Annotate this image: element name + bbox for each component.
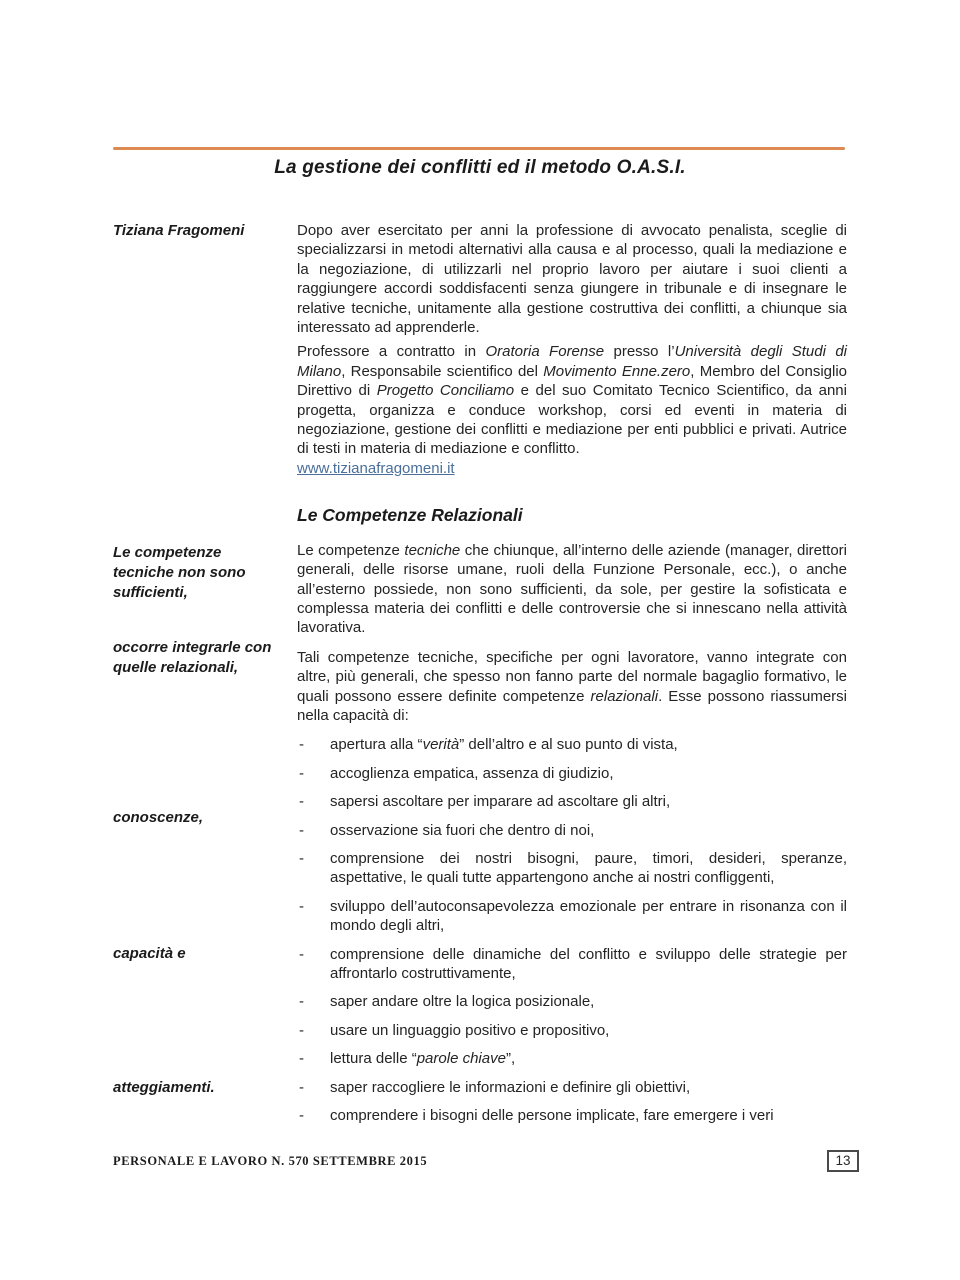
bullet-item [297, 1021, 847, 1040]
bullet-dash: - [299, 1021, 304, 1039]
bullet-dash: - [299, 821, 304, 839]
margin-note-3: conoscenze, [113, 809, 204, 826]
website-link-line [297, 459, 847, 478]
bullet-item [297, 897, 847, 936]
bullet-item [297, 735, 847, 754]
margin-note-2: occorre integrarle con quelle relazionali, [113, 639, 272, 676]
bullet-text: sapersi ascoltare per imparare ad ascoltare gli altri, [330, 793, 671, 811]
competency-bullet-list [297, 735, 847, 1125]
bullet-text: sviluppo dell’autoconsapevolezza emozionale per entrare in risonanza con il mondo degli altri, [330, 897, 847, 935]
section-paragraph-1: Le competenze tecniche che chiunque, all’interno delle aziende (manager, direttori generali, delle risorse umane, ruoli della Funzione Personale, ecc.), o anche all’esterno possiede, non sono sufficienti, da sole, per gestire la sofisticata e complessa materia dei conflitti e delle controversie che si innescano nella attività lavorativa. [297, 541, 847, 637]
bullet-text: comprendere i bisogni delle persone implicate, fare emergere i veri [330, 1107, 774, 1125]
bullet-text: comprensione dei nostri bisogni, paure, timori, desideri, speranze, aspettative, le quali tutte appartengono anche ai nostri confliggenti, [330, 849, 847, 887]
bullet-text: apertura alla “verità” dell’altro e al suo punto di vista, [330, 736, 678, 754]
bullet-item [297, 792, 847, 811]
bullet-text: usare un linguaggio positivo e propositivo, [330, 1021, 610, 1039]
margin-note-1: Le competenze tecniche non sono sufficienti, [113, 544, 246, 601]
bullet-text: lettura delle “parole chiave”, [330, 1050, 516, 1068]
page-number-badge: 13 [827, 1150, 859, 1172]
accent-rule [113, 147, 845, 150]
bullet-dash: - [299, 897, 304, 915]
margin-note-author: Tiziana Fragomeni [113, 222, 245, 239]
bullet-item [297, 821, 847, 840]
bullet-text: saper raccogliere le informazioni e definire gli obiettivi, [330, 1078, 691, 1096]
section-paragraph-2: Tali competenze tecniche, specifiche per ogni lavoratore, vanno integrate con altre, più generali, che spesso non fanno parte del normale bagaglio formativo, le quali possono essere definite competenze relazionali. Esse possono riassumersi nella capacità di: [297, 648, 847, 724]
bullet-dash: - [299, 945, 304, 963]
bullet-dash: - [299, 1078, 304, 1096]
bio-paragraph-2: Professore a contratto in Oratoria Forense presso l’Università degli Studi di Milano, Responsabile scientifico del Movimento Enne.zero, Membro del Consiglio Direttivo di Progetto Conciliamo e del suo Comitato Tecnico Scientifico, da anni progetta, organizza e conduce workshop, corsi ed eventi in materia di negoziazione, gestione dei conflitti e mediazione per enti pubblici e privati. Autrice di testi in materia di mediazione e conflitto. [297, 343, 848, 458]
bullet-dash: - [299, 793, 304, 811]
bullet-item [297, 1049, 847, 1068]
bullet-item [297, 1078, 847, 1097]
bullet-text: osservazione sia fuori che dentro di noi, [330, 821, 595, 839]
bullet-item [297, 945, 847, 984]
footer-journal-title: PERSONALE E LAVORO N. 570 SETTEMBRE 2015 [113, 1154, 428, 1168]
bullet-text: saper andare oltre la logica posizionale, [330, 993, 595, 1011]
margin-note-5: atteggiamenti. [113, 1079, 215, 1096]
margin-note-4: capacità e [113, 945, 186, 962]
bullet-dash: - [299, 764, 304, 782]
bio-paragraph-1: Dopo aver esercitato per anni la professione di avvocato penalista, sceglie di specializzarsi in metodi alternativi alla causa e al processo, quali la mediazione e la negoziazione, di utilizzarli nel proprio lavoro per aiutare i suoi clienti a raggiungere accordi soddisfacenti senza giungere in tribunale e di insegnare le relative tecniche, unitamente alla gestione costruttiva dei conflitti, a chiunque sia interessato ad apprenderle. [297, 222, 847, 337]
bullet-dash: - [299, 993, 304, 1011]
bullet-item [297, 764, 847, 783]
bullet-item [297, 1106, 847, 1125]
article-title: La gestione dei conflitti ed il metodo O.A.S.I. [274, 157, 686, 178]
bullet-text: accoglienza empatica, assenza di giudizio, [330, 764, 614, 782]
bullet-dash: - [299, 1107, 304, 1125]
section-heading: Le Competenze Relazionali [297, 505, 523, 526]
bullet-text: comprensione delle dinamiche del conflitto e sviluppo delle strategie per affrontarlo costruttivamente, [330, 945, 847, 982]
bullet-item [297, 849, 847, 888]
bullet-dash: - [299, 736, 304, 754]
bullet-item [297, 992, 847, 1011]
bullet-dash: - [299, 849, 304, 867]
website-link[interactable]: www.tizianafragomeni.it [297, 459, 455, 477]
bullet-dash: - [299, 1050, 304, 1068]
article-body [297, 221, 847, 1134]
